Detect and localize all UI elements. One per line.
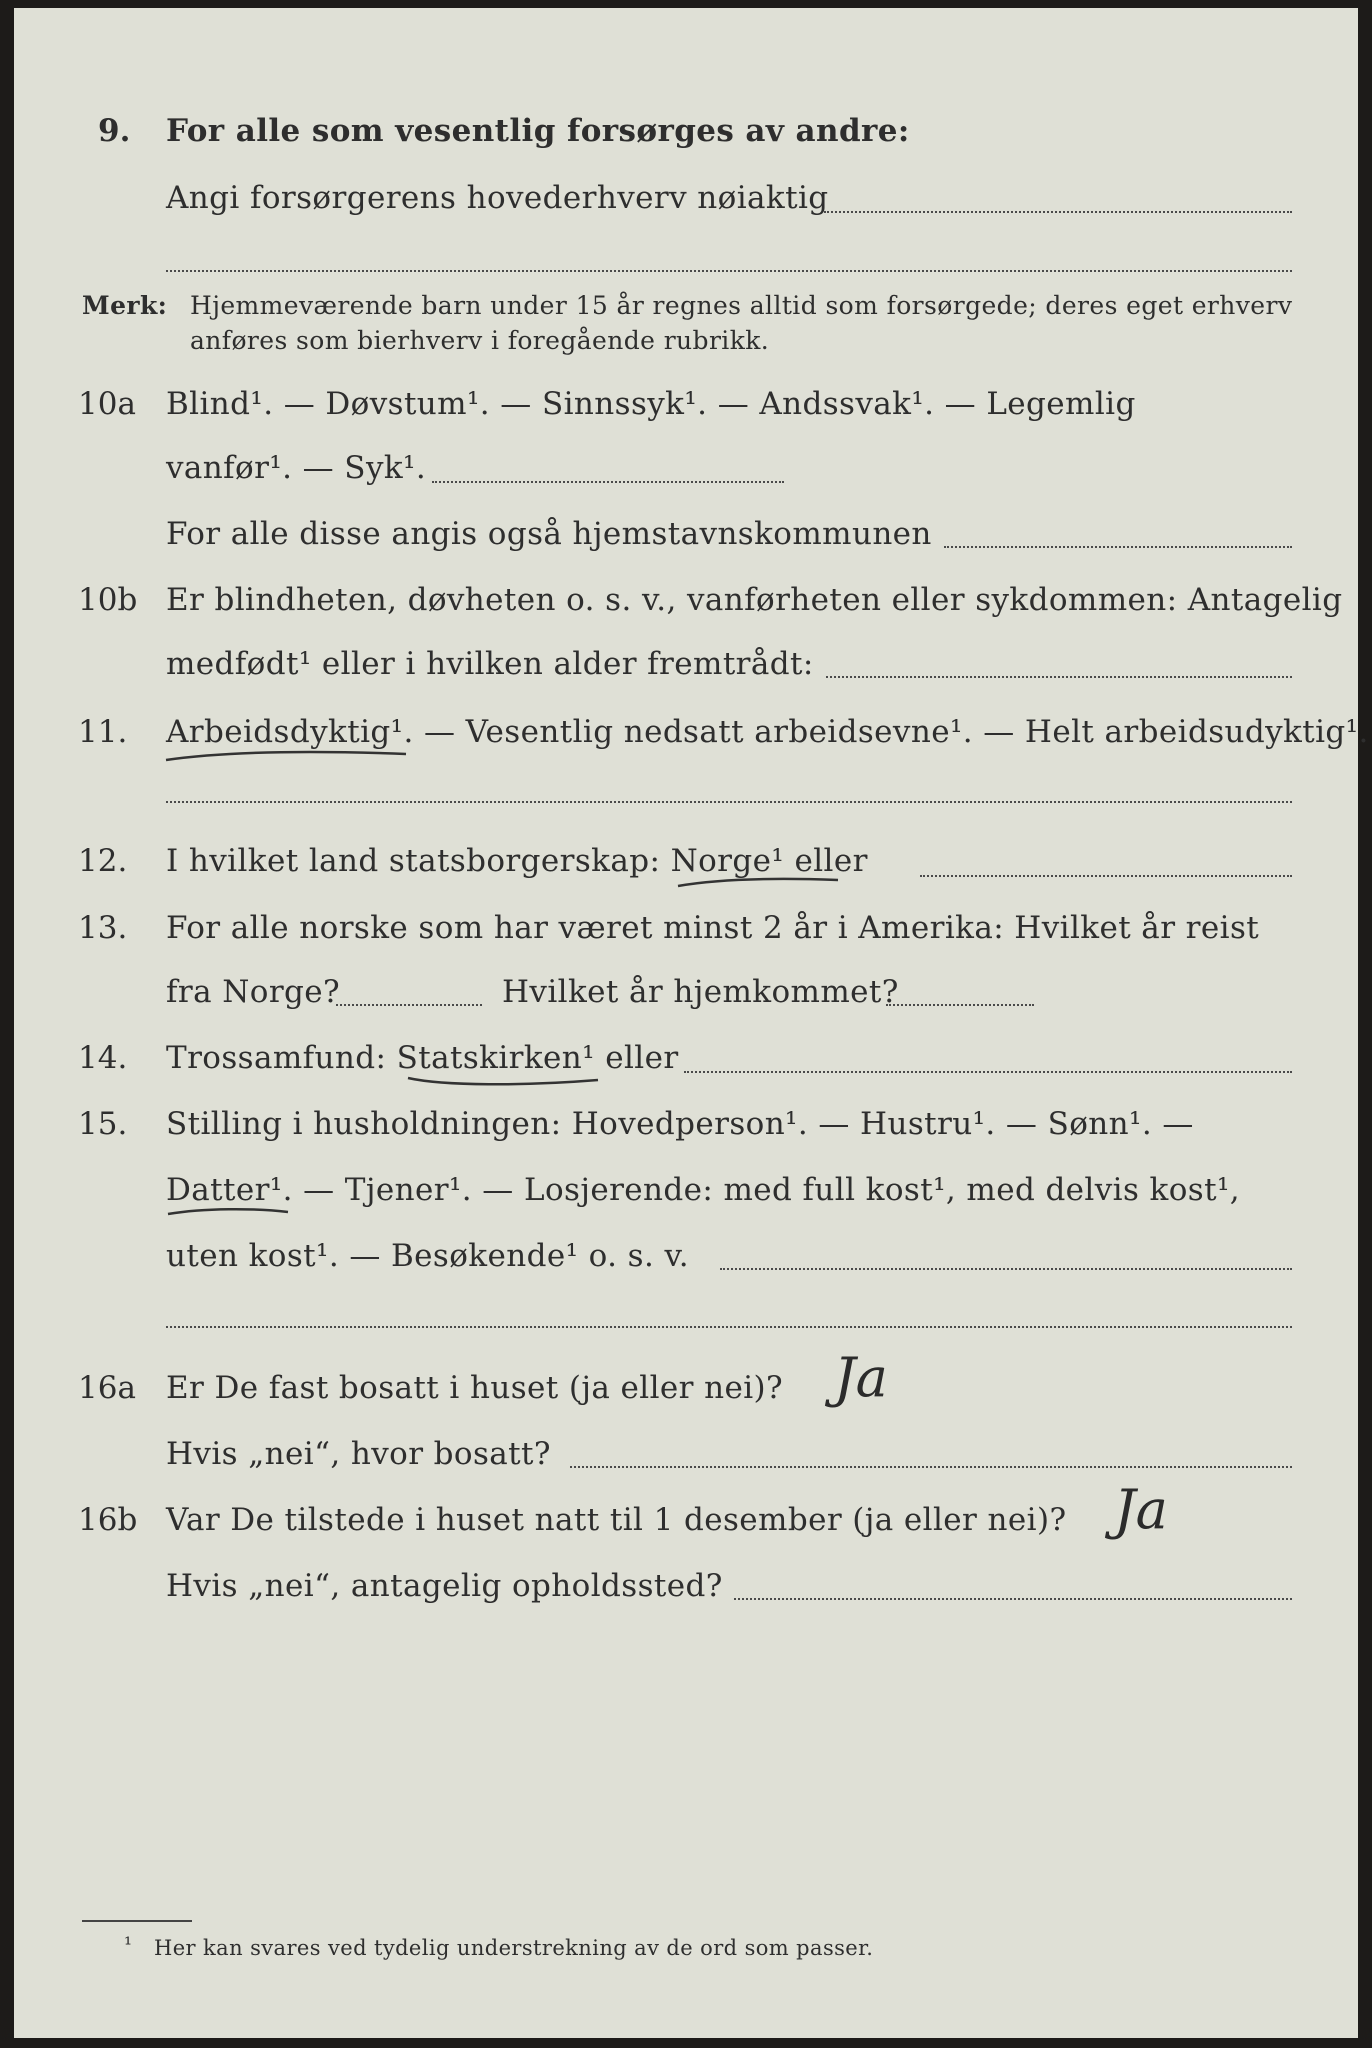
q10a-kommune-line[interactable] xyxy=(944,546,1292,548)
merk-line1: Hjemmeværende barn under 15 år regnes alltid som forsørgede; deres eget erhverv xyxy=(190,291,1293,320)
merk-label: Merk: xyxy=(82,291,168,320)
q16b-number: 16b xyxy=(78,1502,138,1538)
q13-line1: For alle norske som har været minst 2 år i Amerika: Hvilket år reist xyxy=(166,910,1260,946)
q10a-number: 10a xyxy=(78,386,136,422)
q9-line1: For alle som vesentlig forsørges av andre: xyxy=(166,113,910,149)
merk-line2: anføres som bierhverv i foregående rubrikk. xyxy=(190,326,770,355)
q12-number: 12. xyxy=(78,843,128,879)
q14-line1: Trossamfund: Statskirken¹ eller xyxy=(166,1040,679,1076)
q10b-line2: medfødt¹ eller i hvilken alder fremtrådt: xyxy=(166,646,814,682)
census-form-page xyxy=(14,8,1369,2038)
q15-line3: uten kost¹. — Besøkende¹ o. s. v. xyxy=(166,1238,689,1274)
q12-answer-line[interactable] xyxy=(920,875,1292,877)
q13-reist-line[interactable] xyxy=(336,1004,482,1006)
q14-answer-line[interactable] xyxy=(684,1071,1292,1073)
q10a-line3: For alle disse angis også hjemstavnskommunen xyxy=(166,516,932,552)
footnote-rule xyxy=(82,1920,192,1922)
q13-line2a: fra Norge? xyxy=(166,974,341,1010)
q12-norge-underline xyxy=(674,874,844,894)
q16b-handwritten-answer: Ja xyxy=(1114,1478,1168,1541)
q14-statskirken-underline xyxy=(404,1072,604,1092)
q13-number: 13. xyxy=(78,910,128,946)
q15-answer-line-2[interactable] xyxy=(166,1326,1292,1328)
q15-line2: Datter¹. — Tjener¹. — Losjerende: med full kost¹, med delvis kost¹, xyxy=(166,1172,1241,1208)
q10a-syk-line[interactable] xyxy=(432,481,784,483)
q15-datter-underline xyxy=(164,1204,294,1224)
footnote-mark: ¹ xyxy=(124,1932,133,1956)
footnote-text: Her kan svares ved tydelig understrekning av de ord som passer. xyxy=(154,1936,874,1960)
q11-number: 11. xyxy=(78,714,128,750)
q10a-line2: vanfør¹. — Syk¹. xyxy=(166,450,427,486)
q16a-bosatt-line[interactable] xyxy=(570,1466,1292,1468)
q15-number: 15. xyxy=(78,1106,128,1142)
q16b-line2: Hvis „nei“, antagelig opholdssted? xyxy=(166,1568,723,1604)
q16a-line1: Er De fast bosatt i huset (ja eller nei)? xyxy=(166,1370,784,1406)
q9-answer-line-2[interactable] xyxy=(166,270,1292,272)
q10a-line1: Blind¹. — Døvstum¹. — Sinnssyk¹. — Andssvak¹. — Legemlig xyxy=(166,386,1136,422)
q9-answer-line[interactable] xyxy=(824,211,1292,213)
q16a-handwritten-answer: Ja xyxy=(834,1346,888,1409)
q12-line1: I hvilket land statsborgerskap: Norge¹ eller xyxy=(166,843,868,879)
q10b-answer-line[interactable] xyxy=(826,676,1292,678)
q15-answer-line[interactable] xyxy=(720,1268,1292,1270)
q9-number: 9. xyxy=(98,113,131,149)
q10b-number: 10b xyxy=(78,582,138,618)
q10b-line1: Er blindheten, døvheten o. s. v., vanførheten eller sykdommen: Antagelig xyxy=(166,582,1343,618)
q15-line1: Stilling i husholdningen: Hovedperson¹. — Hustru¹. — Sønn¹. — xyxy=(166,1106,1194,1142)
q13-line2b: Hvilket år hjemkommet? xyxy=(502,974,899,1010)
q9-line2: Angi forsørgerens hovederhverv nøiaktig xyxy=(166,180,829,216)
q16a-number: 16a xyxy=(78,1370,136,1406)
q16b-opholdssted-line[interactable] xyxy=(734,1598,1292,1600)
q13-hjemkommet-line[interactable] xyxy=(886,1004,1034,1006)
q14-number: 14. xyxy=(78,1040,128,1076)
q16a-line2: Hvis „nei“, hvor bosatt? xyxy=(166,1436,551,1472)
q11-line1: Arbeidsdyktig¹. — Vesentlig nedsatt arbeidsevne¹. — Helt arbeidsudyktig¹. xyxy=(166,714,1369,750)
q11-answer-line[interactable] xyxy=(166,801,1292,803)
q11-arbeidsdyktig-underline xyxy=(162,744,412,768)
q16b-line1: Var De tilstede i huset natt til 1 desember (ja eller nei)? xyxy=(166,1502,1067,1538)
